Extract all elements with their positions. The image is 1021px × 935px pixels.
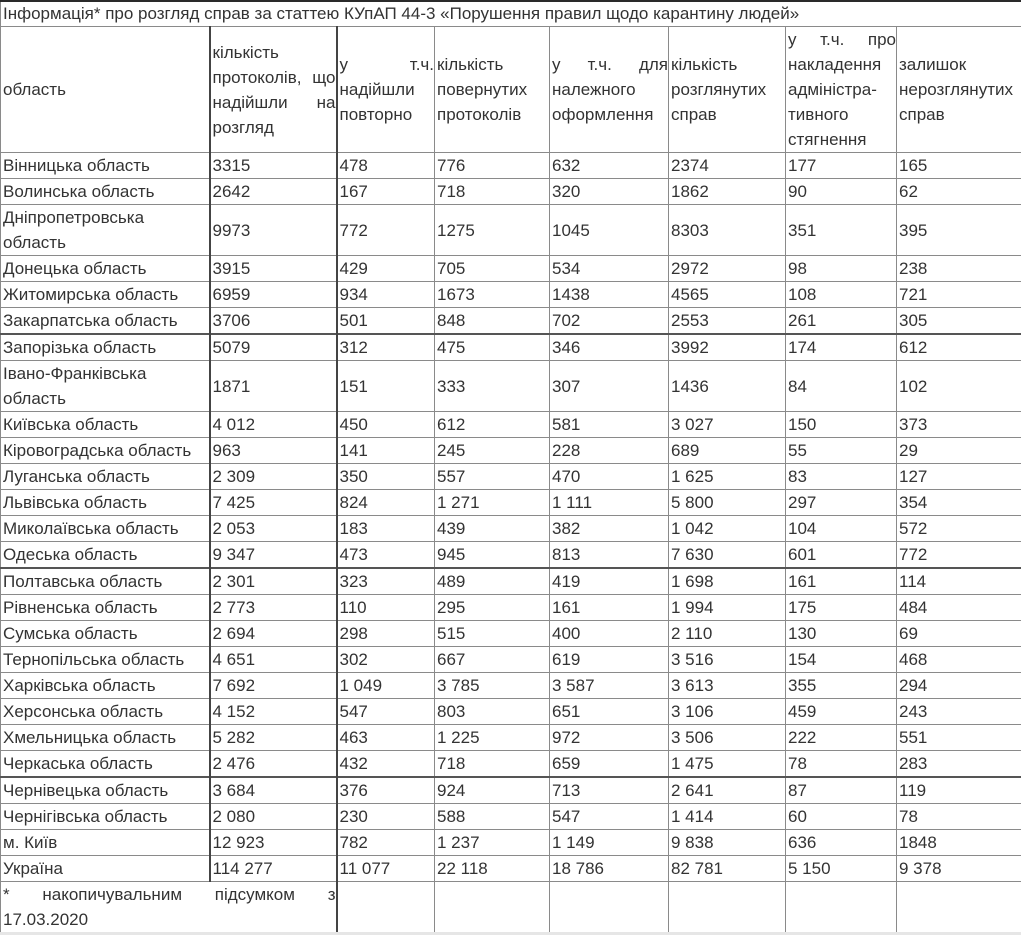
cell-protocols-returned: 1275: [435, 205, 550, 256]
table-row: [1, 830, 1021, 856]
cell-cases-considered: 1862: [669, 179, 786, 205]
cell-protocols-received: 2642: [210, 179, 337, 205]
cell-protocols-received: 2 694: [210, 621, 337, 647]
cell-protocols-received: 9 347: [210, 542, 337, 569]
cell-administrative-penalty: 175: [786, 595, 897, 621]
cell-cases-pending: 283: [897, 751, 1021, 778]
cell-protocols-returned: 718: [435, 751, 550, 778]
cell-cases-pending: 305: [897, 308, 1021, 335]
empty-cell: [337, 882, 435, 934]
table-row: [1, 205, 1021, 256]
cell-cases-pending: 127: [897, 464, 1021, 490]
cell-returned-for-formalization: 307: [550, 361, 669, 412]
table-row: [1, 490, 1021, 516]
cell-region: Дніпропетровська область: [1, 205, 210, 256]
cell-protocols-returned: 1673: [435, 282, 550, 308]
cell-received-repeatedly: 312: [337, 334, 435, 361]
cell-protocols-received: 2 773: [210, 595, 337, 621]
cell-returned-for-formalization: 161: [550, 595, 669, 621]
cell-region: Вінницька область: [1, 153, 210, 179]
cell-region: Рівненська область: [1, 595, 210, 621]
cell-cases-considered: 2 641: [669, 777, 786, 804]
cell-cases-pending: 119: [897, 777, 1021, 804]
cell-returned-for-formalization: 1438: [550, 282, 669, 308]
cell-cases-considered: 3 506: [669, 725, 786, 751]
cell-protocols-returned: 588: [435, 804, 550, 830]
cell-region: Харківська область: [1, 673, 210, 699]
cell-protocols-received: 3 684: [210, 777, 337, 804]
cell-protocols-returned: 718: [435, 179, 550, 205]
cell-cases-considered: 1 698: [669, 568, 786, 595]
cell-cases-pending: 294: [897, 673, 1021, 699]
cell-protocols-returned: 705: [435, 256, 550, 282]
header-region: область: [1, 27, 210, 153]
cell-received-repeatedly: 432: [337, 751, 435, 778]
cell-cases-considered: 3 613: [669, 673, 786, 699]
cell-cases-considered: 5 800: [669, 490, 786, 516]
cell-cases-considered: 1 994: [669, 595, 786, 621]
cell-administrative-penalty: 351: [786, 205, 897, 256]
table-row: [1, 595, 1021, 621]
cell-received-repeatedly: 167: [337, 179, 435, 205]
cell-protocols-returned: 667: [435, 647, 550, 673]
cell-returned-for-formalization: 534: [550, 256, 669, 282]
cell-returned-for-formalization: 547: [550, 804, 669, 830]
cell-region: Волинська область: [1, 179, 210, 205]
cell-region: Україна: [1, 856, 210, 882]
cell-protocols-returned: 333: [435, 361, 550, 412]
cell-region: м. Київ: [1, 830, 210, 856]
cell-cases-pending: 612: [897, 334, 1021, 361]
cell-received-repeatedly: 151: [337, 361, 435, 412]
cell-returned-for-formalization: 1 149: [550, 830, 669, 856]
header-cases-pending: залишок нерозглянутих справ: [897, 27, 1021, 153]
cell-region: Чернігівська область: [1, 804, 210, 830]
cell-administrative-penalty: 98: [786, 256, 897, 282]
cell-protocols-received: 3915: [210, 256, 337, 282]
table-row: [1, 568, 1021, 595]
cell-cases-considered: 3992: [669, 334, 786, 361]
cell-returned-for-formalization: 228: [550, 438, 669, 464]
header-cases-considered: кількість розглянутих справ: [669, 27, 786, 153]
cell-received-repeatedly: 110: [337, 595, 435, 621]
cell-received-repeatedly: 934: [337, 282, 435, 308]
cell-cases-considered: 1 475: [669, 751, 786, 778]
cell-protocols-returned: 557: [435, 464, 550, 490]
cell-protocols-returned: 776: [435, 153, 550, 179]
cell-cases-pending: 468: [897, 647, 1021, 673]
cell-returned-for-formalization: 18 786: [550, 856, 669, 882]
cell-returned-for-formalization: 382: [550, 516, 669, 542]
table-row: [1, 777, 1021, 804]
table-row: [1, 282, 1021, 308]
cell-cases-pending: 243: [897, 699, 1021, 725]
cell-protocols-received: 3315: [210, 153, 337, 179]
cell-cases-considered: 9 838: [669, 830, 786, 856]
cell-received-repeatedly: 183: [337, 516, 435, 542]
cell-received-repeatedly: 772: [337, 205, 435, 256]
cell-returned-for-formalization: 346: [550, 334, 669, 361]
empty-cell: [550, 882, 669, 934]
cell-received-repeatedly: 141: [337, 438, 435, 464]
cell-protocols-received: 963: [210, 438, 337, 464]
cell-cases-pending: 69: [897, 621, 1021, 647]
cell-returned-for-formalization: 400: [550, 621, 669, 647]
cell-region: Хмельницька область: [1, 725, 210, 751]
cell-protocols-returned: 924: [435, 777, 550, 804]
cell-administrative-penalty: 174: [786, 334, 897, 361]
cell-protocols-returned: 1 271: [435, 490, 550, 516]
cell-protocols-returned: 3 785: [435, 673, 550, 699]
cell-region: Черкаська область: [1, 751, 210, 778]
cell-protocols-returned: 439: [435, 516, 550, 542]
cell-returned-for-formalization: 632: [550, 153, 669, 179]
cell-cases-pending: 772: [897, 542, 1021, 569]
cell-administrative-penalty: 108: [786, 282, 897, 308]
cell-cases-considered: 3 027: [669, 412, 786, 438]
table-row: [1, 361, 1021, 412]
cell-protocols-received: 114 277: [210, 856, 337, 882]
cell-returned-for-formalization: 713: [550, 777, 669, 804]
table-row: [1, 334, 1021, 361]
cell-region: Сумська область: [1, 621, 210, 647]
cell-cases-considered: 2 110: [669, 621, 786, 647]
cell-received-repeatedly: 463: [337, 725, 435, 751]
cell-region: Закарпатська область: [1, 308, 210, 335]
cell-cases-pending: 572: [897, 516, 1021, 542]
cell-cases-pending: 395: [897, 205, 1021, 256]
cell-protocols-received: 1871: [210, 361, 337, 412]
cell-returned-for-formalization: 320: [550, 179, 669, 205]
header-protocols-received: кількість протоколів, що надійшли на розгляд: [210, 27, 337, 153]
cell-received-repeatedly: 323: [337, 568, 435, 595]
cell-region: Львівська область: [1, 490, 210, 516]
cell-returned-for-formalization: 972: [550, 725, 669, 751]
cell-protocols-returned: 515: [435, 621, 550, 647]
cell-protocols-received: 2 053: [210, 516, 337, 542]
cell-cases-pending: 102: [897, 361, 1021, 412]
table-row: [1, 412, 1021, 438]
header-protocols-returned: кількість повернутих протоколів: [435, 27, 550, 153]
cell-cases-considered: 2374: [669, 153, 786, 179]
empty-cell: [786, 882, 897, 934]
cell-protocols-received: 7 425: [210, 490, 337, 516]
cell-administrative-penalty: 60: [786, 804, 897, 830]
cell-administrative-penalty: 130: [786, 621, 897, 647]
cell-returned-for-formalization: 581: [550, 412, 669, 438]
cell-returned-for-formalization: 419: [550, 568, 669, 595]
header-received-repeatedly: у т.ч. надійшли повторно: [337, 27, 435, 153]
cell-administrative-penalty: 84: [786, 361, 897, 412]
cell-protocols-returned: 612: [435, 412, 550, 438]
cell-returned-for-formalization: 470: [550, 464, 669, 490]
cell-protocols-received: 3706: [210, 308, 337, 335]
cell-administrative-penalty: 459: [786, 699, 897, 725]
cell-protocols-received: 5079: [210, 334, 337, 361]
cell-cases-pending: 484: [897, 595, 1021, 621]
table-row: [1, 256, 1021, 282]
cell-administrative-penalty: 261: [786, 308, 897, 335]
cell-received-repeatedly: 547: [337, 699, 435, 725]
cell-protocols-received: 2 301: [210, 568, 337, 595]
cell-cases-considered: 3 106: [669, 699, 786, 725]
cell-cases-considered: 689: [669, 438, 786, 464]
cell-received-repeatedly: 501: [337, 308, 435, 335]
cell-protocols-returned: 848: [435, 308, 550, 335]
cell-region: Тернопільська область: [1, 647, 210, 673]
cell-protocols-received: 12 923: [210, 830, 337, 856]
cell-administrative-penalty: 355: [786, 673, 897, 699]
cell-cases-pending: 373: [897, 412, 1021, 438]
cell-protocols-returned: 22 118: [435, 856, 550, 882]
cell-protocols-received: 2 080: [210, 804, 337, 830]
table-row: [1, 464, 1021, 490]
cell-protocols-received: 5 282: [210, 725, 337, 751]
cell-administrative-penalty: 104: [786, 516, 897, 542]
table-row: [1, 308, 1021, 335]
table-row: [1, 673, 1021, 699]
table-title: Інформація* про розгляд справ за статтею КУпАП 44-3 «Порушення правил щодо карантину людей»: [1, 1, 1021, 27]
empty-cell: [897, 882, 1021, 934]
table-row: [1, 751, 1021, 778]
cell-protocols-returned: 1 225: [435, 725, 550, 751]
cell-protocols-returned: 945: [435, 542, 550, 569]
cell-protocols-received: 7 692: [210, 673, 337, 699]
cell-protocols-returned: 475: [435, 334, 550, 361]
cell-cases-considered: 1436: [669, 361, 786, 412]
cell-protocols-returned: 1 237: [435, 830, 550, 856]
cell-region: Миколаївська область: [1, 516, 210, 542]
cell-administrative-penalty: 297: [786, 490, 897, 516]
cell-cases-pending: 9 378: [897, 856, 1021, 882]
cell-received-repeatedly: 302: [337, 647, 435, 673]
footnote-row: [1, 882, 1021, 934]
cell-cases-considered: 1 042: [669, 516, 786, 542]
cell-administrative-penalty: 636: [786, 830, 897, 856]
cell-received-repeatedly: 1 049: [337, 673, 435, 699]
cell-administrative-penalty: 55: [786, 438, 897, 464]
cell-protocols-received: 2 476: [210, 751, 337, 778]
table-row: [1, 516, 1021, 542]
cell-returned-for-formalization: 619: [550, 647, 669, 673]
empty-cell: [435, 882, 550, 934]
cell-administrative-penalty: 154: [786, 647, 897, 673]
table-header-row: [1, 27, 1021, 153]
cell-region: Полтавська область: [1, 568, 210, 595]
cell-protocols-received: 2 309: [210, 464, 337, 490]
cell-region: Луганська область: [1, 464, 210, 490]
cell-returned-for-formalization: 1045: [550, 205, 669, 256]
cell-cases-considered: 7 630: [669, 542, 786, 569]
cell-returned-for-formalization: 3 587: [550, 673, 669, 699]
cell-cases-considered: 2553: [669, 308, 786, 335]
table-row: [1, 542, 1021, 569]
cell-received-repeatedly: 429: [337, 256, 435, 282]
cell-protocols-returned: 245: [435, 438, 550, 464]
cell-administrative-penalty: 78: [786, 751, 897, 778]
cell-administrative-penalty: 5 150: [786, 856, 897, 882]
table-row: [1, 647, 1021, 673]
cell-received-repeatedly: 230: [337, 804, 435, 830]
footnote: * накопичувальним підсумком з 17.03.2020: [1, 882, 337, 934]
cell-protocols-received: 6959: [210, 282, 337, 308]
cell-region: Івано-Франківська область: [1, 361, 210, 412]
table-row: [1, 153, 1021, 179]
cell-cases-considered: 1 625: [669, 464, 786, 490]
cell-cases-considered: 4565: [669, 282, 786, 308]
cell-protocols-received: 4 152: [210, 699, 337, 725]
cell-cases-pending: 78: [897, 804, 1021, 830]
cell-protocols-returned: 803: [435, 699, 550, 725]
cell-protocols-returned: 295: [435, 595, 550, 621]
cell-returned-for-formalization: 813: [550, 542, 669, 569]
table-total-row: [1, 856, 1021, 882]
table-row: [1, 725, 1021, 751]
cell-received-repeatedly: 473: [337, 542, 435, 569]
empty-cell: [669, 882, 786, 934]
cell-region: Житомирська область: [1, 282, 210, 308]
table-row: [1, 621, 1021, 647]
cell-region: Чернівецька область: [1, 777, 210, 804]
cell-cases-considered: 3 516: [669, 647, 786, 673]
cell-cases-pending: 551: [897, 725, 1021, 751]
cell-cases-pending: 165: [897, 153, 1021, 179]
cell-region: Кіровоградська область: [1, 438, 210, 464]
cell-received-repeatedly: 350: [337, 464, 435, 490]
header-administrative-penalty: у т.ч. про накладення адміністра-тивного стягнення: [786, 27, 897, 153]
cell-returned-for-formalization: 702: [550, 308, 669, 335]
header-returned-for-formalization: у т.ч. для належного оформлення: [550, 27, 669, 153]
table-row: [1, 179, 1021, 205]
cell-protocols-received: 4 012: [210, 412, 337, 438]
cell-cases-considered: 82 781: [669, 856, 786, 882]
cell-cases-pending: 114: [897, 568, 1021, 595]
cell-cases-pending: 238: [897, 256, 1021, 282]
cell-returned-for-formalization: 651: [550, 699, 669, 725]
table-row: [1, 438, 1021, 464]
cell-administrative-penalty: 90: [786, 179, 897, 205]
cell-administrative-penalty: 87: [786, 777, 897, 804]
cell-administrative-penalty: 222: [786, 725, 897, 751]
cell-region: Запорізька область: [1, 334, 210, 361]
cell-received-repeatedly: 478: [337, 153, 435, 179]
cell-cases-considered: 2972: [669, 256, 786, 282]
cell-protocols-returned: 489: [435, 568, 550, 595]
cell-administrative-penalty: 601: [786, 542, 897, 569]
cell-cases-pending: 721: [897, 282, 1021, 308]
cell-region: Донецька область: [1, 256, 210, 282]
table-title-row: [1, 1, 1021, 27]
table-row: [1, 699, 1021, 725]
cell-administrative-penalty: 83: [786, 464, 897, 490]
cell-received-repeatedly: 782: [337, 830, 435, 856]
cell-received-repeatedly: 298: [337, 621, 435, 647]
table-row: [1, 804, 1021, 830]
cell-returned-for-formalization: 1 111: [550, 490, 669, 516]
cell-received-repeatedly: 11 077: [337, 856, 435, 882]
cell-cases-pending: 62: [897, 179, 1021, 205]
cell-region: Херсонська область: [1, 699, 210, 725]
cell-cases-pending: 1848: [897, 830, 1021, 856]
cell-region: Одеська область: [1, 542, 210, 569]
cell-administrative-penalty: 177: [786, 153, 897, 179]
cell-protocols-received: 4 651: [210, 647, 337, 673]
cell-administrative-penalty: 161: [786, 568, 897, 595]
cell-received-repeatedly: 376: [337, 777, 435, 804]
cell-cases-pending: 29: [897, 438, 1021, 464]
cell-administrative-penalty: 150: [786, 412, 897, 438]
cell-protocols-received: 9973: [210, 205, 337, 256]
cell-cases-considered: 1 414: [669, 804, 786, 830]
cell-returned-for-formalization: 659: [550, 751, 669, 778]
cell-cases-pending: 354: [897, 490, 1021, 516]
cell-received-repeatedly: 824: [337, 490, 435, 516]
cell-cases-considered: 8303: [669, 205, 786, 256]
cell-region: Київська область: [1, 412, 210, 438]
cell-received-repeatedly: 450: [337, 412, 435, 438]
